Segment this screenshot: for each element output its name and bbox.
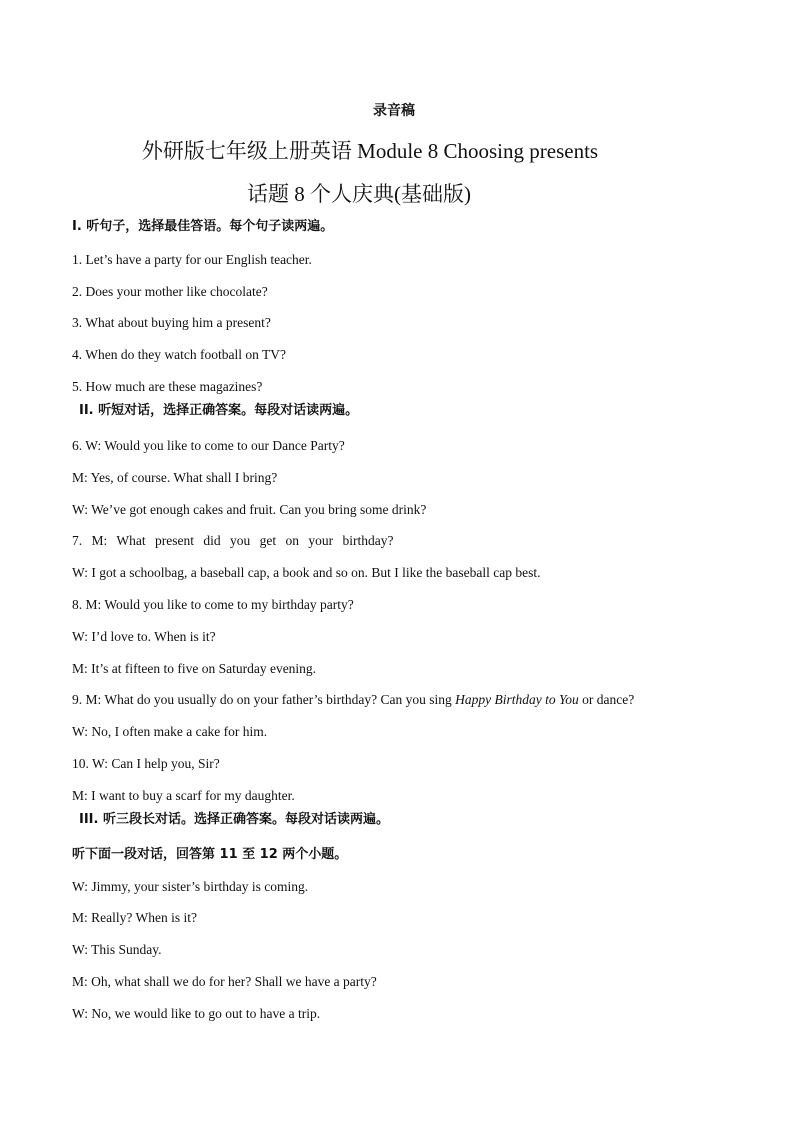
section-3-intro: 听下面一段对话，回答第 11 至 12 两个小题。 xyxy=(72,847,348,862)
document-subtitle: 话题 8 个人庆典(基础版) xyxy=(247,182,471,206)
dialogue-line: W: No, I often make a cake for him. xyxy=(72,724,268,739)
song-title: Happy Birthday to You xyxy=(455,692,579,707)
dialogue-line: 6. W: Would you like to come to our Dance Party? xyxy=(72,438,345,453)
dialogue-line: W: We’ve got enough cakes and fruit. Can you bring some drink? xyxy=(72,502,427,517)
section-1-heading: Ⅰ. 听句子，选择最佳答语。每个句子读两遍。 xyxy=(72,219,334,234)
section-2-heading: II. 听短对话，选择正确答案。每段对话读两遍。 xyxy=(79,403,359,418)
dialogue-line: 8. M: Would you like to come to my birthday party? xyxy=(72,597,354,612)
dialogue-text: 9. M: What do you usually do on your father’s birthday? Can you sing xyxy=(72,692,456,707)
dialogue-line: 10. W: Can I help you, Sir? xyxy=(72,756,220,771)
dialogue-line: M: Yes, of course. What shall I bring? xyxy=(72,470,278,485)
dialogue-line: M: It’s at fifteen to five on Saturday evening. xyxy=(72,661,317,676)
dialogue-line: W: Jimmy, your sister’s birthday is coming. xyxy=(72,879,309,894)
dialogue-line: M: Oh, what shall we do for her? Shall we have a party? xyxy=(72,974,377,989)
dialogue-line-9 xyxy=(72,692,634,708)
dialogue-line: W: I’d love to. When is it? xyxy=(72,629,216,644)
dialogue-line: M: Really? When is it? xyxy=(72,910,197,925)
question-line: 1. Let’s have a party for our English teacher. xyxy=(72,252,312,267)
dialogue-line: W: I got a schoolbag, a baseball cap, a book and so on. But I like the baseball cap best. xyxy=(72,565,541,580)
question-line: 2. Does your mother like chocolate? xyxy=(72,284,268,299)
dialogue-line: W: This Sunday. xyxy=(72,942,162,957)
dialogue-text: or dance? xyxy=(578,692,635,707)
question-line: 4. When do they watch football on TV? xyxy=(72,347,286,362)
dialogue-line: 7. M: What present did you get on your birthday? xyxy=(72,533,394,548)
question-line: 5. How much are these magazines? xyxy=(72,379,263,394)
transcript-label: 录音稿 xyxy=(373,103,415,119)
dialogue-line: M: I want to buy a scarf for my daughter. xyxy=(72,788,295,803)
document-title: 外研版七年级上册英语 Module 8 Choosing presents xyxy=(141,139,599,163)
question-line: 3. What about buying him a present? xyxy=(72,315,271,330)
section-3-heading: III. 听三段长对话。选择正确答案。每段对话读两遍。 xyxy=(79,812,389,827)
dialogue-line: W: No, we would like to go out to have a trip. xyxy=(72,1006,321,1021)
